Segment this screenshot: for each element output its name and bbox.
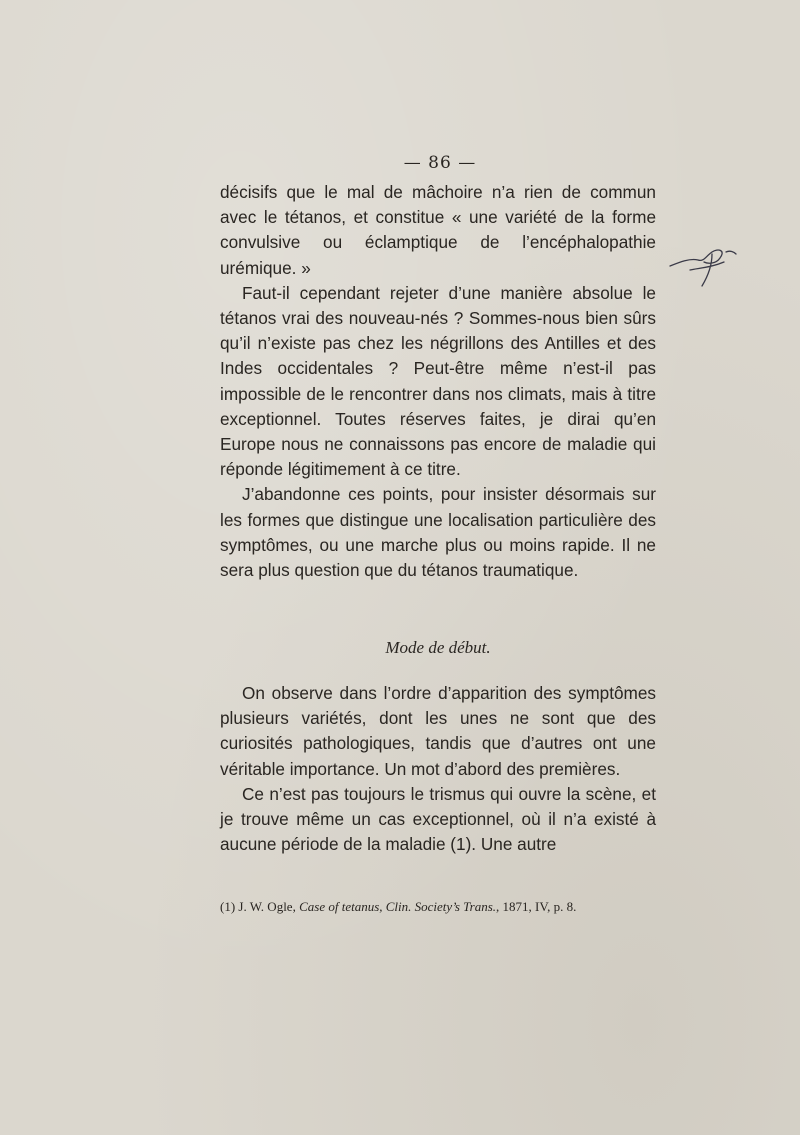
footnote-title: Case of tetanus, Clin. Society’s Trans. — [299, 899, 497, 914]
paragraph-4: On observe dans l’ordre d’apparition des symptômes plusieurs variétés, dont les unes ne sont que des curiosités pathologiques, tandis que d’autres ont une véritable importance. Un mot d’abord des premières. — [220, 683, 656, 779]
footnote-suffix: , 1871, IV, p. 8. — [496, 899, 577, 914]
section-title: Mode de début. — [385, 638, 491, 657]
paragraph-3: J’abandonne ces points, pour insister désormais sur les formes que distingue une localisation particulière des symptômes, ou une marche plus ou moins rapide. Il ne sera plus question que du tétanos traumatique. — [220, 484, 656, 581]
paragraph-2: Faut-il cependant rejeter d’une manière absolue le tétanos vrai des nouveau-nés ? Sommes-nous bien sûrs qu’il n’existe pas chez les négrillons des Antilles et des Indes occidentales ? Peut-être même n’est-il pas impossible de le rencontrer dans nos climats, mais à titre exceptionnel. Toutes réserves faites, je dirai qu’en Europe nous ne connaissons pas encore de maladie qui réponde légitimement à ce titre. — [220, 282, 656, 480]
body-text-top — [220, 180, 656, 583]
paragraph-5: Ce n’est pas toujours le trismus qui ouvre la scène, et je trouve même un cas exceptionnel, où il n’a existé à aucune période de la maladie (1). Une autre — [220, 783, 656, 855]
page-number: — 86 — — [403, 153, 477, 173]
body-text-bottom — [220, 681, 656, 857]
paragraph-1: décisifs que le mal de mâchoire n’a rien de commun avec le tétanos, et constitue « une variété de la forme convulsive ou éclamptique de l’encéphalopathie urémique. » — [220, 182, 656, 278]
footnote — [220, 897, 660, 916]
handwritten-mark — [668, 240, 738, 290]
footnote-prefix: (1) J. W. Ogle, — [220, 899, 300, 914]
